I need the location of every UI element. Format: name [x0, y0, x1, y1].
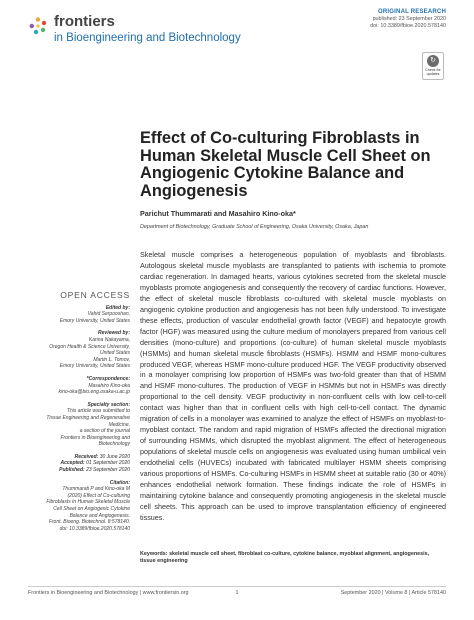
frontiers-logo[interactable]: [28, 14, 241, 45]
edited-by-label: Edited by:: [105, 304, 130, 311]
footer-volume-info: September 2020 | Volume 8 | Article 578140: [340, 590, 446, 596]
received-date: Received: 30 June 2020: [74, 453, 130, 460]
article-info: [370, 9, 446, 30]
citation-label: Citation:: [109, 479, 130, 486]
reviewed-by-label: Reviewed by:: [98, 330, 130, 337]
article-metadata: [28, 292, 130, 538]
frontiers-logo-icon: [28, 16, 48, 36]
article-dates: [28, 454, 130, 474]
footer-divider: [28, 586, 446, 587]
accepted-date: Accepted: 01 September 2020: [60, 460, 130, 467]
affiliation: Department of Biotechnology, Graduate School of Engineering, Osaka University, Osaka, Japan: [140, 224, 369, 230]
doi[interactable]: doi: 10.3389/fbioe.2020.578140: [370, 23, 446, 29]
journal-name: in Bioengineering and Biotechnology: [54, 32, 241, 44]
brand-name: frontiers: [54, 13, 115, 30]
updates-badge-text: Check for updates: [425, 68, 441, 76]
correspondence-label: *Correspondence:: [86, 375, 130, 382]
refresh-icon: ↻: [427, 55, 439, 67]
keywords: [140, 551, 446, 565]
specialty-section: This article was submitted to Tissue Engineering and Regenerative Medicine, a section of the journal Frontiers in Bioengineering and Biotechnology: [46, 408, 130, 448]
page-footer: [28, 590, 446, 596]
editor: Vahid Serpooshan, Emory University, United States: [59, 311, 130, 324]
open-access-label: OPEN ACCESS: [60, 290, 130, 300]
check-for-updates-badge[interactable]: [422, 52, 444, 80]
published-date-sidebar: Published: 23 September 2020: [59, 467, 130, 474]
article-type: ORIGINAL RESEARCH: [378, 9, 446, 15]
authors[interactable]: Parichut Thummarati and Masahiro Kino-oka*: [140, 209, 296, 218]
citation: Thummarati P and Kino-oka M (2020) Effect of Co-culturing Fibroblasts in Human Skeletal Muscle Cell Sheet on Angiogenic Cytokine Balance and Angiogenesis. Front. Bioeng. Biotechnol. 8:578140. doi: 10.3389/fbioe.2020.578140: [46, 486, 130, 532]
keywords-label: Keywords:: [140, 551, 168, 557]
footer-journal-link[interactable]: Frontiers in Bioengineering and Biotechnology | www.frontiersin.org: [28, 590, 189, 596]
correspondence: Masahiro Kino-oka kino-oka@bio.eng.osaka-u.ac.jp: [28, 383, 130, 396]
abstract: Skeletal muscle comprises a heterogeneous population of myoblasts and fibroblasts. Autologous skeletal muscle myoblasts are transplanted to patients with ischemia to promote cardiac regeneration. In damaged hearts, various cytokines secreted from the skeletal muscle myoblasts promote angiogenesis and consequently the recovery of cardiac functions. However, the effect of skeletal muscle fibroblasts co-cultured with skeletal muscle myoblasts on angiogenic cytokine production and angiogenesis has not been fully understood. To investigate these effects, production of vascular endothelial growth factor (VEGF) and hepatocyte growth factor (HGF) was measured using the culture medium of monolayers prepared from various cell densities (mono-culture) and proportions (co-culture) of human skeletal muscle myoblasts (HSMMs) and human skeletal muscle fibroblasts (HSMFs). HSMM and HSMF mono-cultures produced VEGF, whereas HSMF mono-culture produced HGF. The VEGF productivity observed in a monolayer comprising low proportion of HSMFs was two-fold greater than that of HSMM and HSMF mono-cultures. The production of VEGF in HSMMs but not in HSMFs was directly proportional to the cell density. VEGF productivity in non-confluent cells with low cell-to-cell contact was higher than that in confluent cells with high cell-to-cell contact. The dynamic migration of cells in a monolayer was examined to analyze the effect of HSMFs on myoblast-to-myoblast contact. The random and rapid migration of HSMFs affected the directional migration of surrounding HSMMs, which disrupted the myoblast alignment. The effect of heterogeneous populations of skeletal muscle cells on angiogenesis was evaluated using human umbilical vein endothelial cells (HUVECs) incubated with fabricated multilayer HSMM sheets comprising various proportions of HSMFs. Co-culturing HSMFs in HSMM sheet at suitable ratio (30 or 40%) enhances endothelial network formation. These findings indicate the role of HSMFs in maintaining cytokine balance and consequently promoting angiogenesis in the skeletal muscle cell sheets. This approach can be used to improve transplantation efficiency of engineered tissues.: [140, 250, 446, 522]
keywords-text: skeletal muscle cell sheet, fibroblast co-culture, cytokine balance, myoblast alignment, angiogenesis, tissue engineering: [140, 551, 430, 564]
reviewers: Karina Nakayama, Oregon Health & Science University, United States Martin L. Tomov, Emory University, United States: [49, 336, 130, 370]
page-number: 1: [235, 590, 239, 596]
correspondence-email[interactable]: kino-oka@bio.eng.osaka-u.ac.jp: [58, 389, 130, 396]
published-date: published: 23 September 2020: [372, 16, 446, 22]
specialty-section-label: Specialty section:: [87, 401, 130, 408]
article-title: Effect of Co-culturing Fibroblasts in Human Skeletal Muscle Cell Sheet on Angiogenic Cytokine Balance and Angiogenesis: [140, 129, 431, 200]
